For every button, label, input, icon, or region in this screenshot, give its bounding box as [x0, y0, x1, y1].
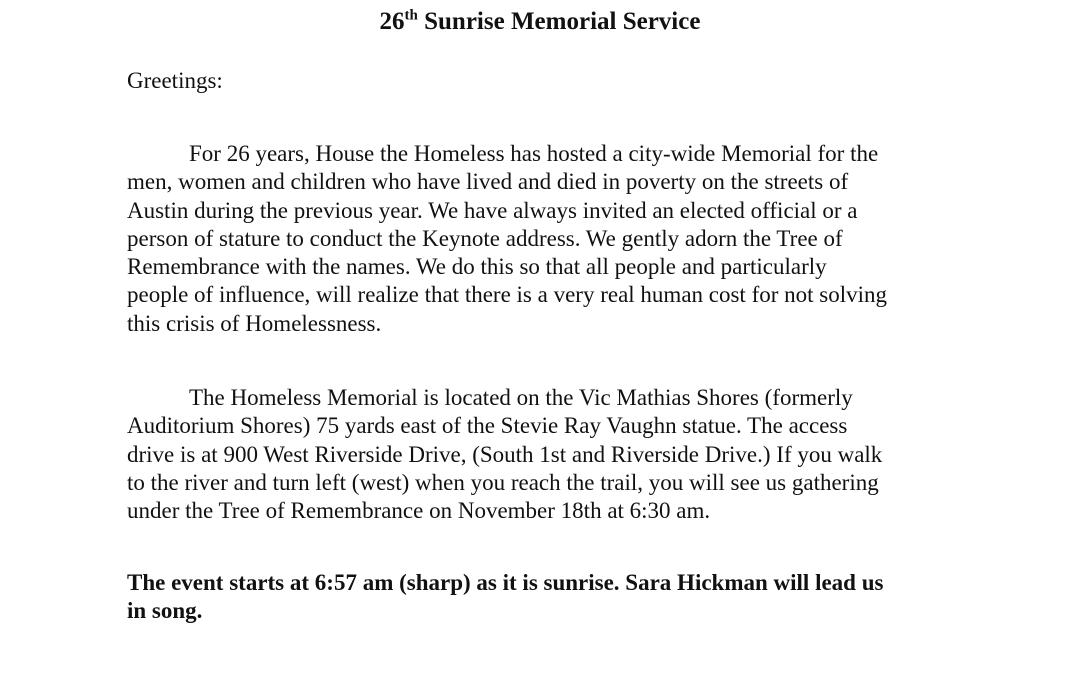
paragraph-line: The Homeless Memorial is located on the Vic Mathias Shores (formerly [189, 385, 853, 410]
paragraph-line: this crisis of Homelessness. [127, 310, 382, 336]
paragraph-line: under the Tree of Remembrance on November 18th at 6:30 am. [127, 498, 711, 524]
paragraph-line: Remembrance with the names. We do this so that all people and particularly [127, 254, 827, 280]
paragraph-location [127, 384, 957, 525]
greeting: Greetings: [127, 68, 223, 93]
paragraph-history [127, 140, 957, 338]
paragraph-line: in song. [127, 598, 203, 624]
paragraph-line: The event starts at 6:57 am (sharp) as it is sunrise. Sara Hickman will lead us [127, 570, 884, 595]
paragraph-line: to the river and turn left (west) when you reach the trail, you will see us gathering [127, 469, 879, 495]
paragraph-line: men, women and children who have lived and died in poverty on the streets of [127, 169, 849, 195]
paragraph-line: For 26 years, House the Homeless has hosted a city-wide Memorial for the [189, 141, 879, 166]
paragraph-line: Austin during the previous year. We have always invited an elected official or a [127, 197, 858, 223]
paragraph-event-start [127, 569, 957, 626]
paragraph-line: person of stature to conduct the Keynote address. We gently adorn the Tree of [127, 225, 843, 251]
title-ordinal-suffix: th [404, 7, 418, 24]
paragraph-line: Auditorium Shores) 75 yards east of the Stevie Ray Vaughn statue. The access [127, 413, 848, 439]
document-title [0, 6, 1080, 38]
paragraph-line: people of influence, will realize that there is a very real human cost for not solving [127, 282, 888, 308]
title-text: Sunrise Memorial Service [417, 8, 701, 35]
paragraph-line: drive is at 900 West Riverside Drive, (South 1st and Riverside Drive.) If you walk [127, 441, 883, 467]
title-number: 26 [379, 8, 405, 35]
